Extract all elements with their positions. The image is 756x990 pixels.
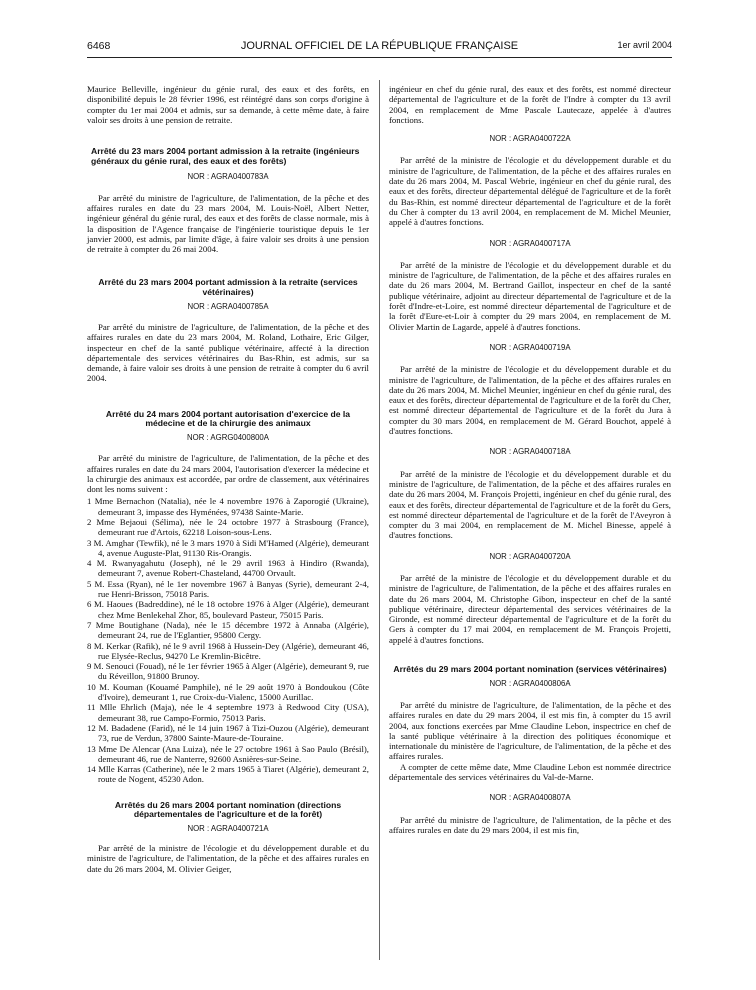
nor-reference: NOR : AGRA0400785A <box>187 301 269 311</box>
list-item: 3 M. Amghar (Tewfik), né le 3 mars 1970 à Sidi M'Hamed (Algérie), demeurant 4, avenue Auguste-Plat, 91130 Ris-Orangis. <box>87 537 369 558</box>
list-item: 14 Mlle Karras (Catherine), née le 2 mars 1965 à Tiaret (Algérie), demeurant 2, route de Nogent, 45230 Adon. <box>87 764 369 785</box>
decree-paragraph: Par arrêté de la ministre de l'écologie et du développement durable et du ministre de l'agriculture, de l'alimentation, de la pêche et des affaires rurales en date du 26 mars 2004, M. François Projetti, ingénieur en chef du génie rural, des eaux et des forêts, directeur départemental de l'agriculture et de la forêt du Gers, est nommé directeur départemental de l'agriculture et de la forêt de l'Aveyron à compter du 3 mai 2004, en remplacement de M. Michel Binesse, appelé à d'autres fonctions. <box>389 468 671 541</box>
list-item: 7 Mme Boutighane (Nada), née le 15 décembre 1972 à Annaba (Algérie), demeurant 24, rue de l'Eglantier, 95800 Cergy. <box>87 619 369 641</box>
nor-reference: NOR : AGRA0400717A <box>489 238 571 248</box>
list-item: 4 M. Rwanyagahutu (Joseph), né le 29 avril 1963 à Hindiro (Rwanda), demeurant 7, avenue Robert-Chasteland, 44700 Orvault. <box>87 558 369 579</box>
list-item: 11 Mlle Ehrlich (Maja), née le 4 septembre 1973 à Redwood City (USA), demeurant 38, rue Campo-Formio, 75013 Paris. <box>87 702 369 723</box>
page-number: 6468 <box>87 40 111 52</box>
decree-paragraph: Par arrêté du ministre de l'agriculture, de l'alimentation, de la pêche et des affaires rurales en date du 29 mars 2004, il est mis fin, <box>389 814 671 835</box>
list-item: 8 M. Kerkar (Rafik), né le 9 avril 1968 à Hussein-Dey (Algérie), demeurant 46, rue Elysée-Reclus, 94270 Le Kremlin-Bicêtre. <box>87 640 369 661</box>
left-column <box>87 84 369 874</box>
decree-paragraph: Par arrêté de la ministre de l'écologie et du développement durable et du ministre de l'agriculture, de l'alimentation, de la pêche et des affaires rurales en date du 26 mars 2004, M. Michel Meunier, ingénieur en chef du génie rural, des eaux et des forêts, directeur départemental de l'agriculture et de la forêt du Cher, est nommé directeur départemental de l'agriculture et de la forêt du Jura à compter du 30 mars 2004, en remplacement de M. Gérard Bouchot, appelé à d'autres fonctions. <box>389 364 671 437</box>
decree-paragraph: A compter de cette même date, Mme Claudine Lebon est nommée directrice départementale des services vétérinaires du Val-de-Marne. <box>389 761 671 783</box>
list-item: 12 M. Badadene (Farid), né le 14 juin 1967 à Tizi-Ouzou (Algérie), demeurant 73, rue de Verdun, 37800 Sainte-Maure-de-Touraine. <box>87 722 369 744</box>
nor-reference: NOR : AGRG0400800A <box>187 432 269 442</box>
issue-date: 1er avril 2004 <box>617 40 672 50</box>
journal-title: JOURNAL OFFICIEL DE LA RÉPUBLIQUE FRANÇAISE <box>240 40 519 52</box>
section-title: Arrêté du 23 mars 2004 portant admission à la retraite (services vétérinaires) <box>98 277 358 298</box>
decree-paragraph: Par arrêté de la ministre de l'écologie et du développement durable et du ministre de l'agriculture, de l'alimentation, de la pêche et des affaires rurales en date du 26 mars 2004, M. Olivier Geiger, <box>87 843 369 874</box>
decree-paragraph: Par arrêté de la ministre de l'écologie et du développement durable et du ministre de l'agriculture, de l'alimentation, de la pêche et des affaires rurales en date du 26 mars 2004, M. Christophe Gibon, inspecteur en chef de la santé publique vétérinaire, directeur départemental des services vétérinaires de la Gironde, est nommé directeur départemental de l'agriculture et de la forêt du Gers à compter du 17 mai 2004, en remplacement de M. François Projetti, appelé à d'autres fonctions. <box>389 572 671 645</box>
section-title: Arrêté du 24 mars 2004 portant autorisation d'exercice de la médecine et de la chirurgie des animaux <box>105 408 351 429</box>
section-title: Arrêtés du 26 mars 2004 portant nomination (directions départementales de l'agriculture et de la forêt) <box>114 799 342 820</box>
nor-reference: NOR : AGRA0400783A <box>187 172 269 182</box>
section-title: Arrêté du 23 mars 2004 portant admission à la retraite (ingénieurs généraux du génie rural, des eaux et des forêts) <box>91 146 360 166</box>
veterinarian-list <box>87 496 369 784</box>
nor-reference: NOR : AGRA0400807A <box>489 793 571 803</box>
nor-reference: NOR : AGRA0400722A <box>489 134 571 144</box>
intro-paragraph: Maurice Belleville, ingénieur du génie rural, des eaux et des forêts, en disponibilité depuis le 28 février 1996, est réintégré dans son corps d'origine à compter du 1er mai 2004 et admis, sur sa demande, à cette même date, à faire valoir ses droits à une pension de retraite. <box>87 84 369 125</box>
section-title: Arrêtés du 29 mars 2004 portant nomination (services vétérinaires) <box>393 664 667 675</box>
list-item: 10 M. Kouman (Kouamé Pamphile), né le 29 août 1970 à Bondoukou (Côte d'Ivoire), demeurant 1, rue Croix-du-Vialenc, 15000 Aurillac. <box>87 681 369 703</box>
decree-paragraph: Par arrêté du ministre de l'agriculture, de l'alimentation, de la pêche et des affaires rurales en date du 23 mars 2004, M. Louis-Noël, Albert Netter, ingénieur général du génie rural, des eaux et des forêts de classe normale, mis à la disposition de l'Agence française de l'ingénierie touristique depuis le 1er janvier 2000, est admis, par limite d'âge, à faire valoir ses droits à une pension de retraite à compter du 26 mai 2004. <box>87 192 369 255</box>
nor-reference: NOR : AGRA0400721A <box>187 823 269 833</box>
page-header <box>87 40 672 56</box>
list-item: 9 M. Senouci (Fouad), né le 1er février 1965 à Alger (Algérie), demeurant 9, rue du Réveillon, 91800 Brunoy. <box>87 661 369 682</box>
decree-paragraph: Par arrêté du ministre de l'agriculture, de l'alimentation, de la pêche et des affaires rurales en date du 23 mars 2004, M. Roland, Lothaire, Eric Gilger, inspecteur en chef de la santé publique vétérinaire, affecté à la direction départementale des services vétérinaires du Bas-Rhin, est admis, sur sa demande, à faire valoir ses droits à une pension de retraite à compter du 6 avril 2004. <box>87 321 369 384</box>
nor-reference: NOR : AGRA0400719A <box>489 342 571 352</box>
list-item: 5 M. Essa (Ryan), né le 1er novembre 1967 à Banyas (Syrie), demeurant 2-4, rue Henri-Brisson, 75018 Paris. <box>87 578 369 600</box>
nor-reference: NOR : AGRA0400720A <box>489 551 571 561</box>
column-divider <box>379 80 380 960</box>
decree-paragraph: Par arrêté de la ministre de l'écologie et du développement durable et du ministre de l'agriculture, de l'alimentation, de la pêche et des affaires rurales en date du 26 mars 2004, M. Bertrand Gaillot, inspecteur en chef de la santé publique vétérinaire, adjoint au directeur départemental de l'agriculture et de la forêt d'Indre-et-Loire, est nommé directeur départemental de l'agriculture et de la forêt d'Eure-et-Loir à compter du 29 mars 2004, en remplacement de M. Olivier Martin de Lagarde, appelé à d'autres fonctions. <box>389 259 671 332</box>
header-rule <box>87 57 672 58</box>
list-item: 1 Mme Bernachon (Natalia), née le 4 novembre 1976 à Zaporogié (Ukraine), demeurant 3, impasse des Hyménées, 97438 Sainte-Marie. <box>87 496 369 517</box>
list-item: 13 Mme De Alencar (Ana Luiza), née le 27 octobre 1961 à Sao Paulo (Brésil), demeurant 46, rue de Nanterre, 92600 Asnières-sur-Seine. <box>87 743 369 764</box>
list-item: 6 M. Haoues (Badreddine), né le 18 octobre 1976 à Alger (Algérie), demeurant chez Mme Benlekehal Zhor, 85, boulevard Pasteur, 75015 Paris. <box>87 599 369 620</box>
nor-reference: NOR : AGRA0400806A <box>489 678 571 688</box>
decree-paragraph: ingénieur en chef du génie rural, des eaux et des forêts, est nommé directeur départemental de l'agriculture et de la forêt de l'Indre à compter du 13 avril 2004, en remplacement de Mme Pascale Lautecaze, appelée à d'autres fonctions. <box>389 84 671 125</box>
right-column <box>389 84 671 835</box>
list-item: 2 Mme Bejaoui (Sélima), née le 24 octobre 1977 à Strasbourg (France), demeurant rue d'Artois, 62218 Loison-sous-Lens. <box>87 516 369 538</box>
decree-paragraph: Par arrêté de la ministre de l'écologie et du développement durable et du ministre de l'agriculture, de l'alimentation, de la pêche et des affaires rurales en date du 26 mars 2004, M. Pascal Webrie, ingénieur en chef du génie rural, des eaux et des forêts, directeur départemental délégué de l'agriculture et de la forêt du Bas-Rhin, est nommé directeur départemental de l'agriculture et de la forêt du Cher à compter du 13 avril 2004, en remplacement de M. Michel Meunier, appelé à d'autres fonctions. <box>389 155 671 228</box>
decree-paragraph: Par arrêté du ministre de l'agriculture, de l'alimentation, de la pêche et des affaires rurales en date du 29 mars 2004, il est mis fin, à compter du 15 avril 2004, aux fonctions exercées par Mme Claudine Lebon, inspectrice en chef de la santé publique vétérinaire à la direction des politiques économique et internationale du ministère de l'agriculture, de l'alimentation, de la pêche et des affaires rurales. <box>389 699 671 762</box>
nor-reference: NOR : AGRA0400718A <box>489 447 571 457</box>
decree-paragraph: Par arrêté du ministre de l'agriculture, de l'alimentation, de la pêche et des affaires rurales en date du 24 mars 2004, l'autorisation d'exercer la médecine et la chirurgie des animaux est accordée, par ordre de classement, aux vétérinaires dont les noms suivent : <box>87 453 369 495</box>
